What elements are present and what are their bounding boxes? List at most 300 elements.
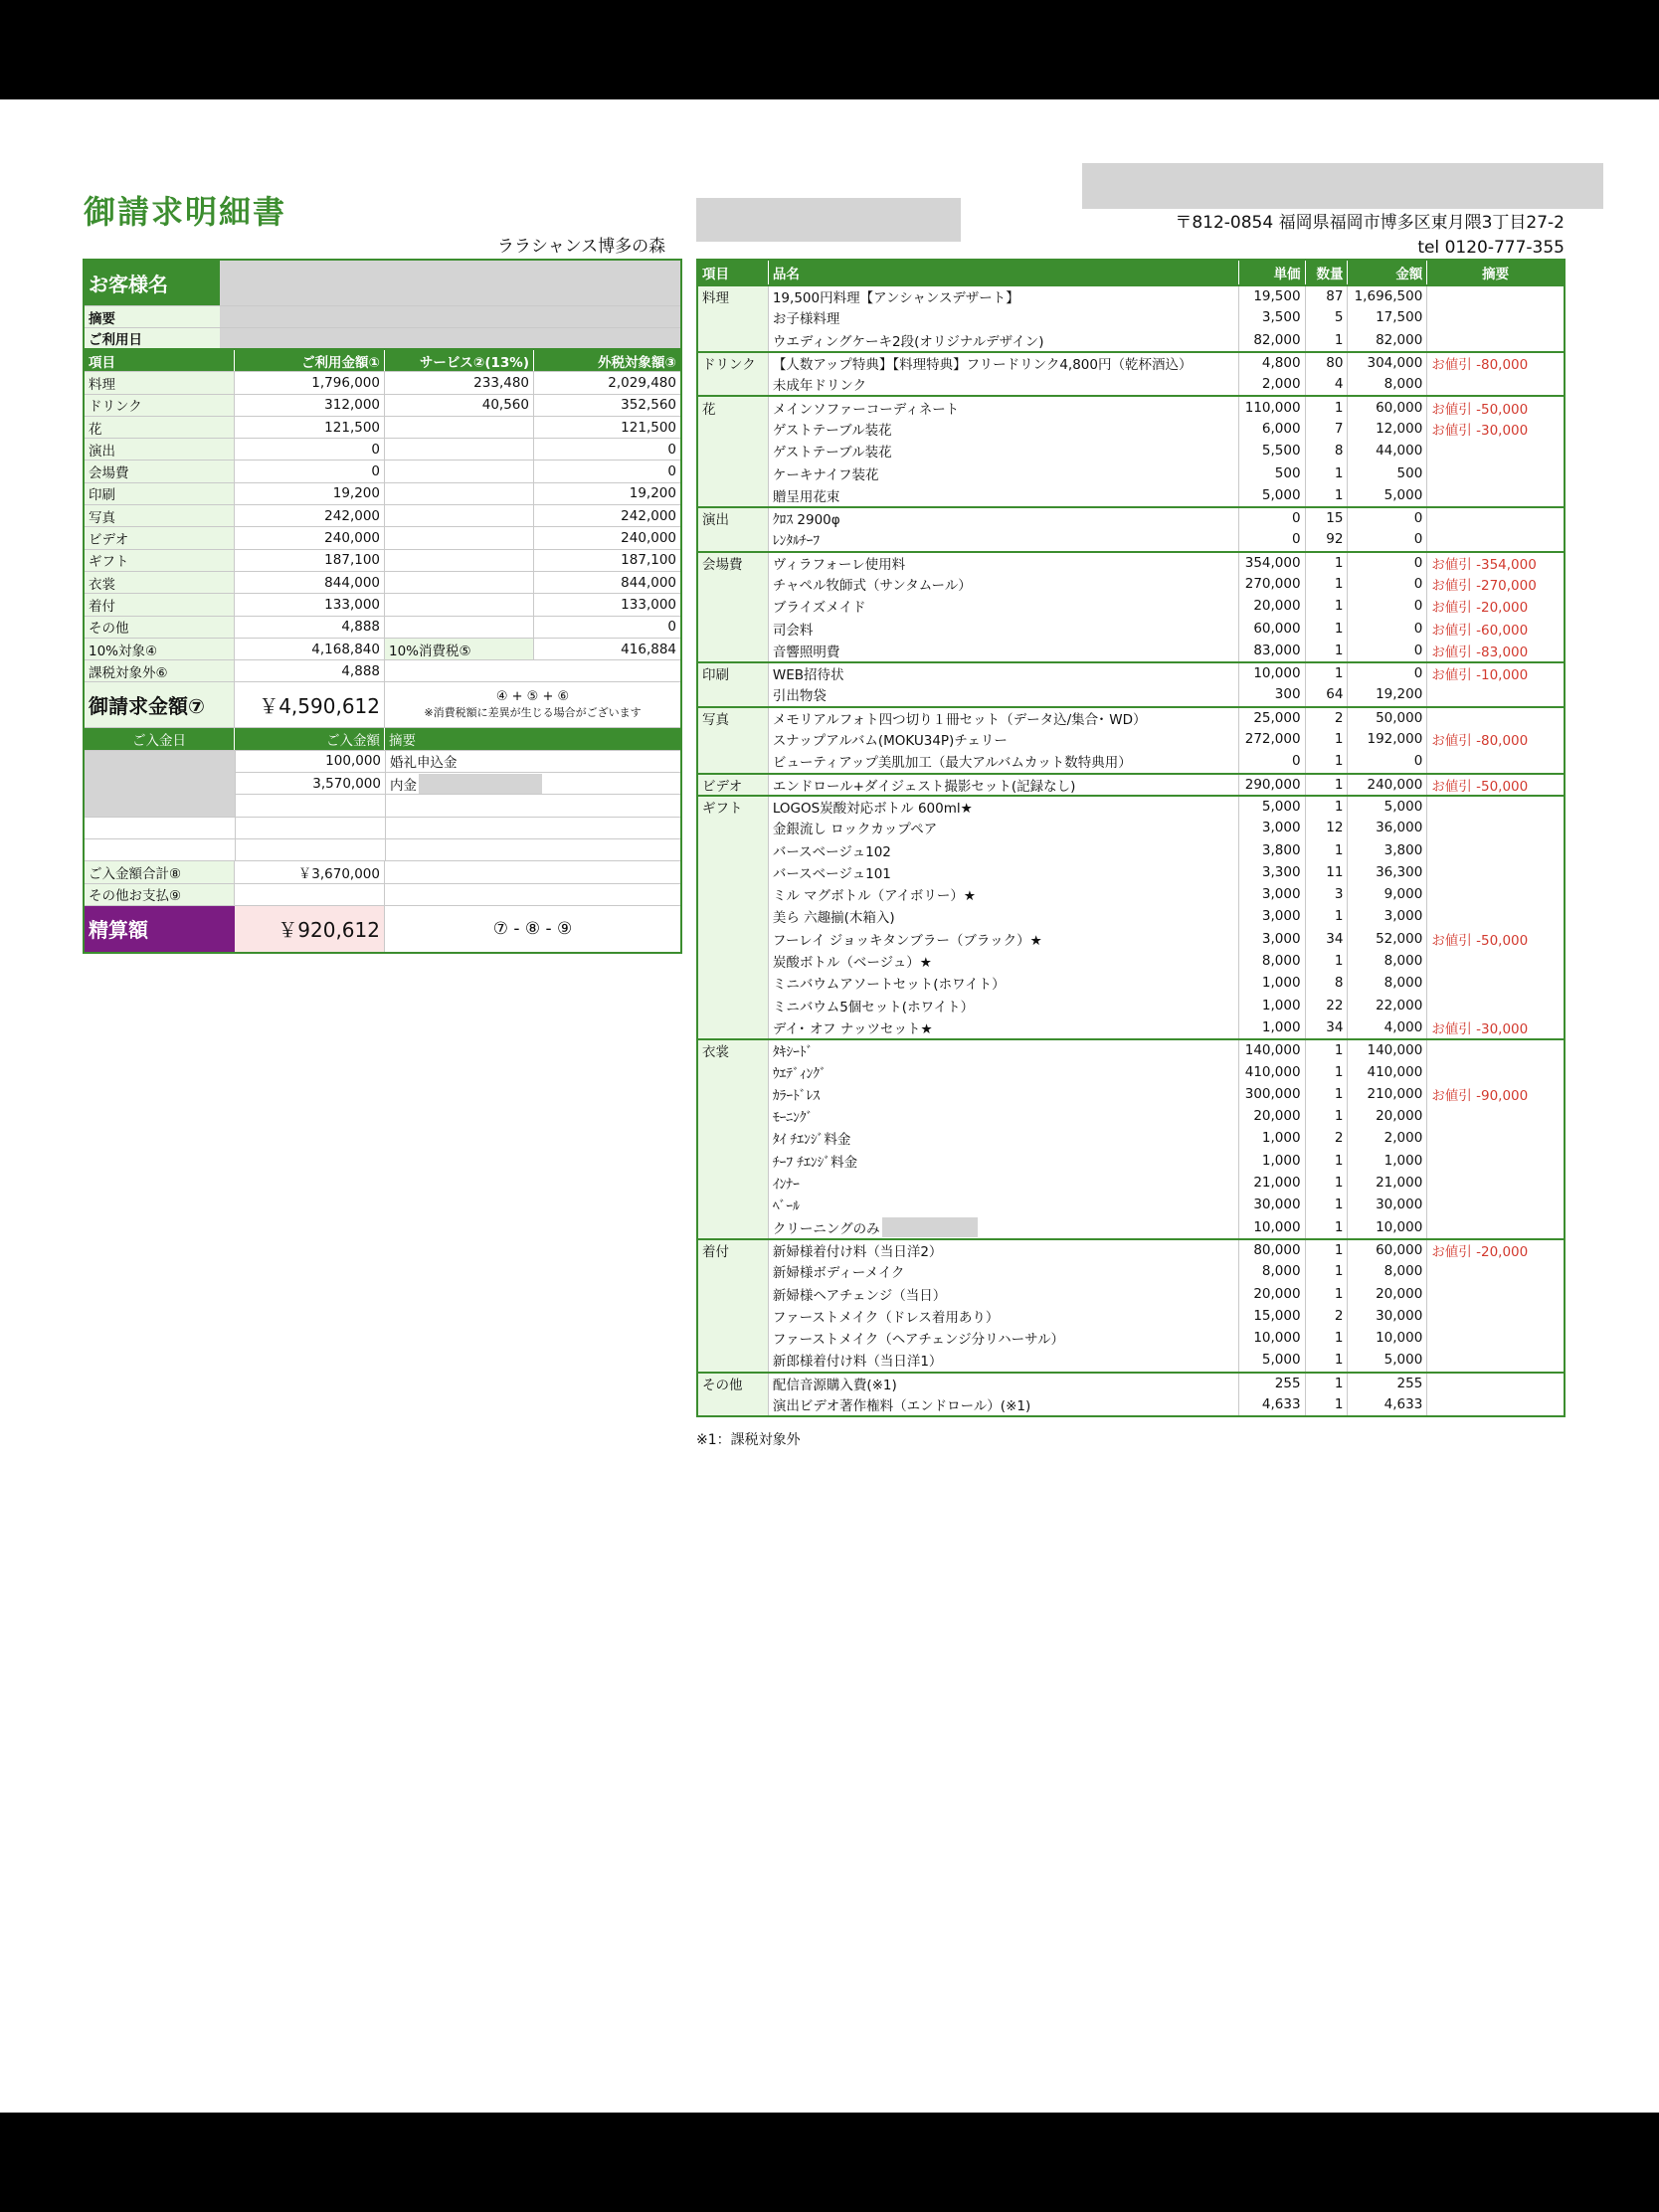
detail-category [698,1393,769,1415]
detail-memo-text: お値引 -30,000 [1431,422,1529,439]
summary-amount: 0 [235,439,385,460]
summary-item: 写真 [85,505,235,526]
detail-row [698,1215,1564,1237]
detail-qty-text: 2 [1334,709,1344,726]
detail-memo [1427,905,1564,927]
detail-product-text: ファーストメイク（ヘアチェンジ分リハーサル） [772,1332,1064,1349]
blank-cell [385,884,680,905]
detail-product-text: 美ら 六趣揃(木箱入) [772,910,895,927]
detail-price-text: 10,000 [1253,1330,1301,1347]
detail-price [1239,528,1306,550]
summary-taxable: 187,100 [621,552,676,569]
detail-amount-text: 10,000 [1376,1218,1423,1235]
detail-product [769,995,1239,1016]
detail-memo-text: お値引 -83,000 [1431,644,1529,660]
detail-category [698,484,769,506]
detail-category-text: 着付 [702,1243,729,1260]
detail-memo [1427,1349,1564,1371]
detail-price-text: 354,000 [1244,554,1301,571]
detail-memo [1427,397,1564,417]
summary-service [385,417,534,438]
payment-header [85,728,680,750]
detail-amount [1348,461,1427,483]
detail-price-text: 82,000 [1253,331,1301,348]
customer-name-label: お客様名 [85,261,220,305]
detail-qty-text: 5 [1334,309,1344,326]
detail-category [698,1040,769,1060]
detail-qty [1306,708,1349,728]
detail-product-text: 贈呈用花束 [772,488,840,505]
detail-product-text: 音響照明費 [772,644,840,660]
detail-memo [1427,1374,1564,1393]
summary-amount: 4,888 [235,617,385,638]
detail-memo-text: お値引 -50,000 [1431,401,1529,418]
detail-price [1239,905,1306,927]
detail-product [769,1016,1239,1038]
detail-qty-text: 1 [1334,1042,1344,1059]
detail-qty [1306,750,1349,772]
detail-qty-text: 2 [1334,1307,1344,1324]
detail-memo-text: お値引 -270,000 [1431,578,1537,594]
detail-category [698,728,769,750]
detail-price-text: 500 [1274,464,1301,481]
detail-price [1239,1215,1306,1237]
detail-memo [1427,353,1564,373]
summary-amount: 844,000 [235,572,385,593]
detail-price-text: 4,633 [1261,1395,1301,1412]
detail-row [698,1238,1564,1260]
detail-product [769,1150,1239,1172]
summary-taxable: 2,029,480 [608,374,676,391]
detail-amount [1348,838,1427,860]
detail-amount-text: 8,000 [1383,376,1423,393]
detail-amount [1348,1150,1427,1172]
detail-category-text: 印刷 [702,667,729,684]
detail-price-text: 2,000 [1261,376,1301,393]
detail-amount [1348,353,1427,373]
detail-price-text: 8,000 [1261,953,1301,970]
tax10-value: 4,168,840 [235,639,385,659]
detail-qty-text: 1 [1334,620,1344,637]
detail-product-text: ｶﾗｰﾄﾞﾚｽ [772,1087,821,1104]
detail-amount [1348,1240,1427,1260]
detail-table [696,259,1566,1417]
bill-value: ￥4,590,612 [235,682,385,727]
detail-category [698,708,769,728]
detail-amount-text: 5,000 [1383,486,1423,503]
bill-note: ※消費税額に差異が生じる場合がございます [424,706,642,720]
detail-product-text: LOGOS炭酸対応ボトル 600ml★ [772,800,973,817]
ctax-value: 416,884 [621,641,676,657]
settle-row [85,906,680,952]
summary-amount: 187,100 [235,550,385,571]
detail-category [698,928,769,950]
detail-qty [1306,1172,1349,1194]
detail-amount [1348,484,1427,506]
detail-amount [1348,418,1427,440]
detail-row [698,440,1564,461]
detail-product [769,353,1239,373]
detail-memo [1427,861,1564,883]
pay-date-redacted [85,751,235,818]
summary-row [85,483,680,505]
detail-row [698,750,1564,772]
detail-category [698,418,769,440]
detail-memo [1427,1327,1564,1349]
detail-qty [1306,573,1349,595]
pay-total-row [85,861,680,883]
detail-price [1239,750,1306,772]
summary-service [385,483,534,504]
detail-price-text: 3,800 [1261,841,1301,858]
detail-amount-text: 0 [1413,576,1423,592]
detail-qty-text: 11 [1326,863,1344,880]
summary-item: ギフト [85,550,235,571]
detail-qty [1306,1040,1349,1060]
summary-service [385,550,534,571]
detail-price [1239,1083,1306,1105]
detail-category [698,1016,769,1038]
detail-price [1239,508,1306,528]
detail-category [698,1240,769,1260]
detail-price [1239,928,1306,950]
detail-memo [1427,1393,1564,1415]
detail-qty-text: 1 [1334,798,1344,815]
pay-memo-redacted [419,774,542,794]
detail-qty-text: 3 [1334,886,1344,903]
detail-category [698,1349,769,1371]
detail-amount-text: 140,000 [1367,1042,1423,1059]
detail-memo-text: お値引 -30,000 [1431,1020,1529,1037]
detail-product-text: ゲストテーブル装花 [772,422,892,439]
detail-memo [1427,1215,1564,1237]
detail-price-text: 3,000 [1261,908,1301,925]
pay-amount: 100,000 [236,751,386,772]
detail-product [769,1172,1239,1194]
detail-row [698,306,1564,328]
redacted-block [1082,163,1603,209]
detail-category [698,1282,769,1304]
summary-service [385,505,534,526]
detail-amount [1348,1172,1427,1194]
detail-price [1239,1305,1306,1327]
detail-memo [1427,595,1564,617]
detail-qty-text: 80 [1326,355,1344,372]
detail-product-text: ミル マグボトル（アイボリー）★ [772,888,977,905]
detail-price-text: 20,000 [1253,1285,1301,1302]
detail-price [1239,883,1306,905]
detail-amount-text: 500 [1396,464,1423,481]
detail-row [698,661,1564,683]
detail-memo-text: お値引 -354,000 [1431,556,1537,573]
detail-category [698,750,769,772]
detail-product [769,1060,1239,1082]
detail-amount [1348,1374,1427,1393]
detail-qty [1306,1194,1349,1215]
detail-amount [1348,1282,1427,1304]
detail-price-text: 5,500 [1261,443,1301,460]
detail-row [698,1038,1564,1060]
detail-category [698,640,769,661]
other-pay-row [85,884,680,906]
detail-product [769,708,1239,728]
col-service: サービス②(13%) [385,350,534,371]
detail-row [698,995,1564,1016]
detail-price-text: 1,000 [1261,1130,1301,1147]
detail-product-text: ミニバウム5個セット(ホワイト） [772,999,975,1015]
detail-amount-text: 8,000 [1383,975,1423,992]
detail-amount-text: 21,000 [1376,1175,1423,1192]
detail-amount-text: 0 [1413,510,1423,527]
detail-qty [1306,1374,1349,1393]
summary-row [85,617,680,639]
detail-price [1239,1040,1306,1060]
detail-product-text: 新婦様着付け料（当日洋2） [772,1243,943,1260]
detail-amount [1348,928,1427,950]
detail-row [698,395,1564,417]
detail-price [1239,484,1306,506]
detail-qty [1306,397,1349,417]
detail-amount [1348,683,1427,705]
detail-memo [1427,683,1564,705]
detail-amount [1348,1127,1427,1149]
detail-memo [1427,928,1564,950]
detail-amount [1348,750,1427,772]
detail-qty-text: 1 [1334,1285,1344,1302]
detail-amount-text: 210,000 [1367,1085,1423,1102]
detail-qty [1306,728,1349,750]
detail-product [769,683,1239,705]
detail-qty-text: 1 [1334,1330,1344,1347]
detail-qty-text: 7 [1334,420,1344,437]
blank-cell [85,818,235,839]
detail-amount [1348,595,1427,617]
summary-amount: 240,000 [235,527,385,548]
detail-memo [1427,508,1564,528]
detail-row [698,1327,1564,1349]
detail-row [698,595,1564,617]
detail-memo-text: お値引 -90,000 [1431,1087,1529,1104]
company-address [1175,211,1565,261]
detail-category [698,995,769,1016]
ctax-label: 10%消費税⑤ [385,639,534,659]
detail-product [769,1327,1239,1349]
detail-product [769,573,1239,595]
detail-price [1239,440,1306,461]
detail-product-text: スナップアルバム(MOKU34P)チェリー [772,733,1008,750]
pay-lines [235,751,680,862]
detail-amount [1348,528,1427,550]
detail-category [698,1374,769,1393]
col-amount: 金額 [1348,261,1427,284]
detail-product-text: ﾓｰﾆﾝｸﾞ [772,1110,814,1127]
detail-category [698,861,769,883]
detail-row [698,1393,1564,1415]
summary-row [85,461,680,482]
detail-qty-text: 22 [1326,997,1344,1014]
detail-amount-text: 10,000 [1376,1330,1423,1347]
summary-taxable: 242,000 [621,507,676,524]
detail-memo [1427,972,1564,994]
detail-price [1239,1327,1306,1349]
detail-qty [1306,1327,1349,1349]
summary-taxable: 121,500 [621,419,676,436]
detail-price-text: 20,000 [1253,598,1301,615]
detail-product [769,306,1239,328]
detail-qty [1306,508,1349,528]
detail-memo-text: お値引 -60,000 [1431,622,1529,639]
detail-price-text: 10,000 [1253,665,1301,682]
detail-amount-text: 0 [1413,620,1423,637]
detail-amount-text: 0 [1413,642,1423,658]
detail-header [698,261,1564,284]
detail-category [698,1083,769,1105]
detail-memo [1427,663,1564,683]
detail-product [769,728,1239,750]
detail-qty-text: 1 [1334,642,1344,658]
bill-row [85,682,680,728]
summary-taxable: 844,000 [621,574,676,591]
detail-memo [1427,1083,1564,1105]
detail-amount [1348,397,1427,417]
detail-qty-text: 15 [1326,510,1344,527]
detail-qty-text: 8 [1334,975,1344,992]
detail-qty [1306,838,1349,860]
detail-amount [1348,617,1427,639]
summary-amount: 1,796,000 [235,372,385,393]
detail-product [769,1349,1239,1371]
detail-memo [1427,1150,1564,1172]
payment-row [236,751,680,773]
detail-memo [1427,617,1564,639]
detail-price-text: 3,500 [1261,309,1301,326]
tax10-label: 10%対象④ [85,639,235,659]
detail-price-text: 3,000 [1261,820,1301,836]
detail-product [769,484,1239,506]
detail-price [1239,573,1306,595]
blank-cell [235,884,385,905]
tel-text: tel 0120-777-355 [1417,238,1565,258]
detail-qty-text: 1 [1334,665,1344,682]
detail-price [1239,461,1306,483]
detail-memo [1427,838,1564,860]
detail-amount-text: 0 [1413,598,1423,615]
detail-product [769,950,1239,972]
detail-price [1239,728,1306,750]
detail-product [769,1240,1239,1260]
detail-qty [1306,286,1349,306]
detail-qty-text: 1 [1334,953,1344,970]
detail-product [769,617,1239,639]
detail-memo [1427,883,1564,905]
detail-price [1239,708,1306,728]
detail-product [769,595,1239,617]
detail-qty [1306,905,1349,927]
detail-price-text: 60,000 [1253,620,1301,637]
detail-price-text: 4,800 [1261,355,1301,372]
detail-row [698,773,1564,795]
detail-row [698,728,1564,750]
tax10-row [85,639,680,660]
detail-amount-text: 8,000 [1383,1263,1423,1280]
detail-price-text: 255 [1274,1375,1301,1391]
detail-amount [1348,1060,1427,1082]
detail-memo [1427,573,1564,595]
detail-row [698,861,1564,883]
detail-memo [1427,1240,1564,1260]
detail-amount-text: 19,200 [1376,686,1423,703]
detail-qty [1306,1127,1349,1149]
detail-product-text: メインソファーコーディネート [772,401,960,418]
detail-row [698,883,1564,905]
detail-product-text: フーレイ ジョッキタンブラー（ブラック）★ [772,932,1042,949]
bottom-bar [0,2113,1659,2212]
detail-memo [1427,1040,1564,1060]
detail-memo [1427,461,1564,483]
detail-category [698,1105,769,1127]
pay-amount: 3,570,000 [236,773,386,794]
detail-memo [1427,440,1564,461]
detail-category [698,1060,769,1082]
detail-row [698,706,1564,728]
summary-amount: 19,200 [235,483,385,504]
detail-amount [1348,1194,1427,1215]
detail-product-text: ﾁｰﾌ ﾁｴﾝｼﾞ料金 [772,1154,858,1171]
detail-price [1239,797,1306,817]
detail-price [1239,1150,1306,1172]
summary-amount: 0 [235,461,385,481]
detail-row [698,1127,1564,1149]
detail-product [769,1127,1239,1149]
detail-row [698,1016,1564,1038]
detail-category [698,1194,769,1215]
detail-category-text: ギフト [702,800,743,817]
detail-amount [1348,1349,1427,1371]
detail-product [769,1105,1239,1127]
detail-product [769,373,1239,395]
detail-qty [1306,1060,1349,1082]
col-price: 単価 [1239,261,1306,284]
summary-taxable: 0 [667,463,676,480]
summary-row [85,572,680,594]
detail-qty [1306,995,1349,1016]
detail-memo [1427,640,1564,661]
detail-qty-text: 1 [1334,1085,1344,1102]
summary-header [85,350,680,372]
detail-row [698,972,1564,994]
detail-qty [1306,440,1349,461]
detail-price-text: 140,000 [1244,1042,1301,1059]
detail-price [1239,1060,1306,1082]
detail-category [698,329,769,351]
detail-category [698,373,769,395]
detail-product [769,905,1239,927]
detail-row [698,373,1564,395]
detail-amount [1348,329,1427,351]
detail-amount [1348,286,1427,306]
detail-amount-text: 5,000 [1383,1352,1423,1369]
detail-row [698,351,1564,373]
detail-qty [1306,353,1349,373]
detail-amount-text: 52,000 [1376,930,1423,947]
detail-amount-text: 20,000 [1376,1108,1423,1125]
detail-price [1239,1194,1306,1215]
detail-category [698,1327,769,1349]
detail-row [698,1083,1564,1105]
detail-product [769,640,1239,661]
bill-label: 御請求金額⑦ [85,682,235,727]
summary-taxable: 0 [667,441,676,458]
